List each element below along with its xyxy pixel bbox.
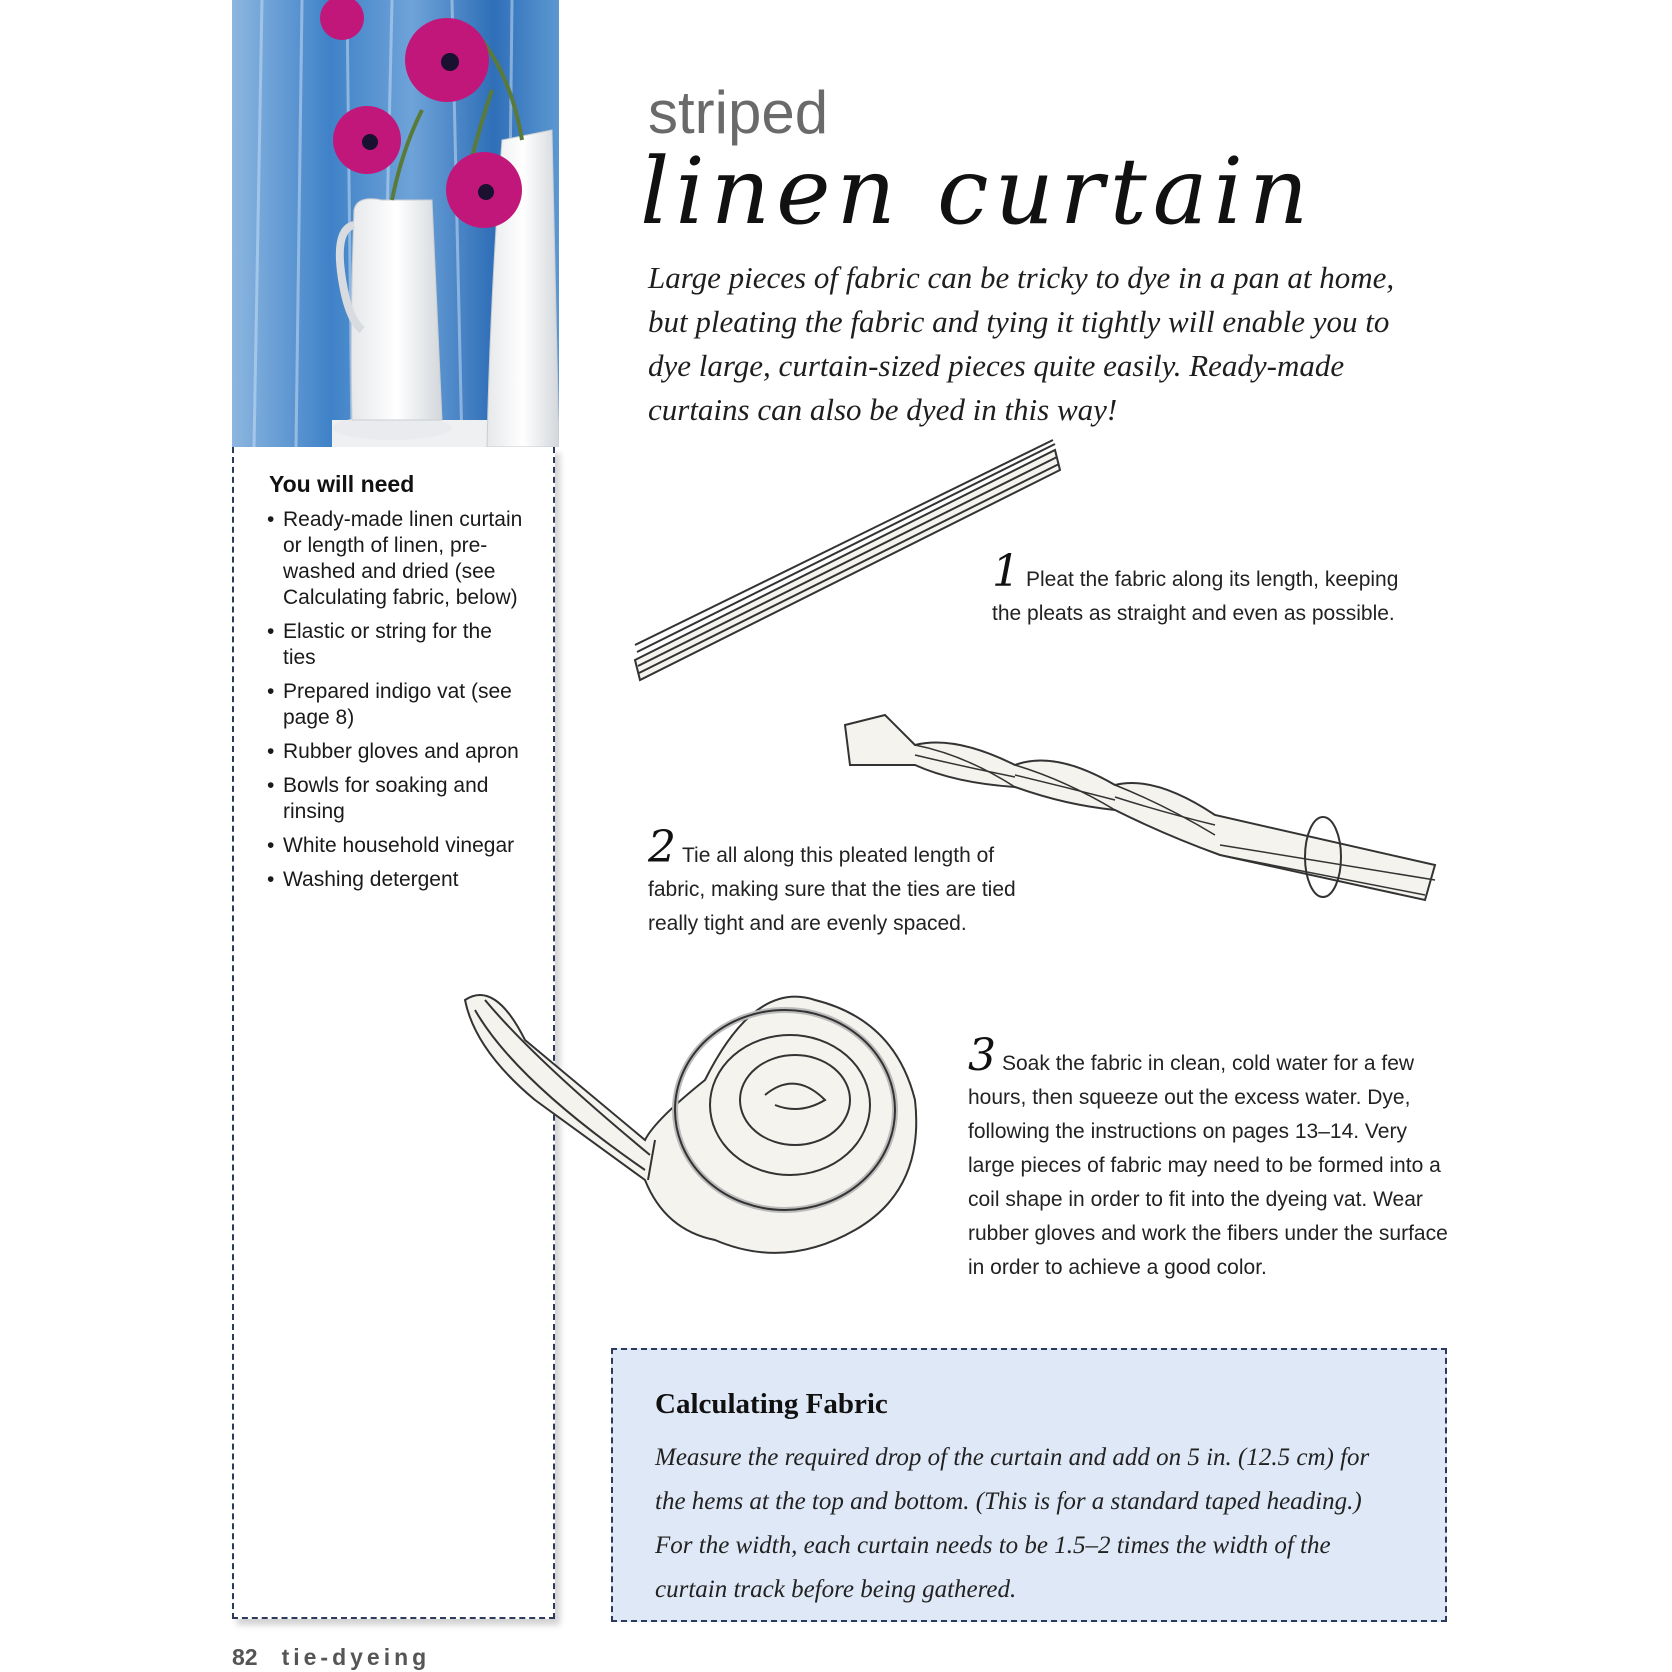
step-3	[968, 1030, 1458, 1285]
step-2	[648, 822, 1048, 941]
section-name: tie-dyeing	[281, 1644, 431, 1670]
step-text: Pleat the fabric along its length, keeping the pleats as straight and even as possible.	[992, 568, 1399, 625]
step-1	[992, 546, 1432, 631]
page-footer	[232, 1644, 430, 1671]
page-title: linen curtain	[640, 138, 1315, 245]
list-item: • White household vinegar	[267, 833, 527, 859]
list-item: • Elastic or string for the ties	[267, 619, 527, 671]
coiled-fabric-illustration	[455, 940, 935, 1280]
step-number: 1	[992, 546, 1020, 597]
page-number: 82	[232, 1644, 258, 1670]
step-text: Tie all along this pleated length of fabric, making sure that the ties are tied really tight and are evenly spaced.	[648, 844, 1016, 935]
step-number: 2	[648, 822, 676, 873]
list-item: • Prepared indigo vat (see page 8)	[267, 679, 527, 731]
list-item: • Ready-made linen curtain or length of linen, pre-washed and dried (see Calculating fabric, below)	[267, 507, 527, 611]
title-small: striped	[648, 79, 829, 146]
calculating-text: Measure the required drop of the curtain and add on 5 in. (12.5 cm) for the hems at the top and bottom. (This is for a standard taped heading.) For the width, each curtain needs to be 1.5–2 times the width of the curtain track before being gathered.	[655, 1444, 1370, 1603]
list-item: • Bowls for soaking and rinsing	[267, 773, 527, 825]
supplies-list	[267, 507, 527, 901]
list-item: • Washing detergent	[267, 867, 527, 893]
supplies-title: You will need	[269, 471, 415, 497]
step-text: Soak the fabric in clean, cold water for a few hours, then squeeze out the excess water. Dye, following the instructions on pages 13–14. Very large pieces of fabric may need to be formed into a coil shape in order to fit into the dyeing vat. Wear rubber gloves and work the fibers under the surface in order to achieve a good color.	[968, 1052, 1448, 1279]
hero-photo	[232, 0, 559, 447]
intro-paragraph: Large pieces of fabric can be tricky to dye in a pan at home, but pleating the fabric and tying it tightly will enable you to dye large, curtain-sized pieces quite easily. Ready-made curtains can also be dyed in this way!	[648, 260, 1395, 427]
calculating-title: Calculating Fabric	[655, 1388, 888, 1420]
list-item: • Rubber gloves and apron	[267, 739, 527, 765]
calculating-fabric-box	[611, 1348, 1447, 1622]
step-number: 3	[968, 1030, 996, 1081]
